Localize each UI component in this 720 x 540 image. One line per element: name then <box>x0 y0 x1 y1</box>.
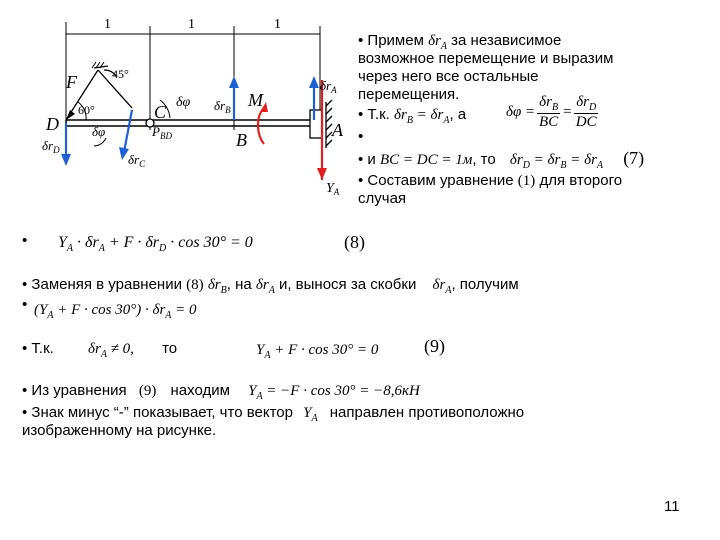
right-line-4: перемещения. <box>358 86 460 103</box>
force-f-arrowhead <box>66 110 75 120</box>
angle-60-label: 60° <box>78 103 95 117</box>
equation-9-number: (9) <box>424 336 445 356</box>
bottom-line-7: изображенному на рисунке. <box>22 422 217 439</box>
label-ya: $Y_A$ <box>326 181 340 197</box>
label-drd: $\delta r_D$ <box>42 138 60 155</box>
math-dra: $\delta r_A$ <box>428 33 447 52</box>
drd-arrowhead <box>61 154 71 166</box>
mechanism-diagram <box>20 10 350 220</box>
label-b: B <box>236 130 247 150</box>
right-line-6: • <box>358 128 364 145</box>
bottom-line-6: • Знак минус “-” показывает, что вектор $Y_A$ направлен противоположно <box>22 404 525 424</box>
page-number: 11 <box>664 498 680 515</box>
right-line-9: случая <box>358 190 407 207</box>
label-drb: $\delta r_B$ <box>214 98 231 115</box>
angle-45-label: 45° <box>112 67 129 81</box>
dimension-label-2: 1 <box>188 17 195 32</box>
dimension-label-1: 1 <box>104 17 111 32</box>
dphi-arc-2 <box>94 138 106 146</box>
label-c: C <box>154 102 167 122</box>
equation-8: $Y_A \cdot \delta r_A + F \cdot \delta r_D \cdot \cos 30^\circ = 0$ <box>58 234 253 255</box>
label-dphi-2: δφ <box>92 124 106 139</box>
bullet-3: • <box>22 296 28 313</box>
math-drd-eq: $\delta r_D = \delta r_B = \delta r_A$ <box>509 152 604 171</box>
math-drb-eq-dra: $\delta r_B = \delta r_A$ <box>394 107 450 126</box>
label-pbd: $P_{BD}$ <box>152 124 172 141</box>
reaction-ya-arrowhead <box>317 168 327 180</box>
equation-8-number: (8) <box>344 232 365 252</box>
dphi-fraction-eq: δφ = $\delta r_B$ BC = $\delta r_D$ DC <box>506 94 597 130</box>
label-dphi-1: δφ <box>176 95 191 110</box>
dimension-label-3: 1 <box>274 17 281 32</box>
right-line-5: • Т.к. $\delta r_B = \delta r_A$, а <box>358 106 467 126</box>
right-line-8: • Составим уравнение (1) для второго <box>358 172 623 189</box>
math-bc-dc: BC = DC = 1м <box>379 152 473 168</box>
right-line-1: • Примем $\delta r_A$ за независимое <box>358 32 562 52</box>
right-line-2: возможное перемещение и выразим <box>358 50 614 67</box>
bottom-line-4: • Т.к. $\delta r_A \ne 0$, то <box>22 340 178 360</box>
dra-arrowhead <box>309 76 319 88</box>
right-line-7: • и BC = DC = 1м, то $\delta r_D = \delta r_B = \delta r_A$ (7) <box>358 148 645 171</box>
drc-arrow-line <box>124 110 132 152</box>
bottom-line-5: • Из уравнения (9) находим $Y_A = -F \cdot \cos 30^\circ = -8,6кН$ <box>22 382 420 402</box>
drb-arrowhead <box>229 76 239 88</box>
equation-9: $Y_A + F \cdot \cos 30^\circ = 0$ <box>256 342 379 361</box>
bullet-1: • <box>22 232 28 249</box>
label-m: M <box>248 90 263 110</box>
bottom-line-2: • Заменяя в уравнении (8) $\delta r_B$, на $\delta r_A$ и, вынося за скобки $\delta r_A$, получим <box>22 276 519 296</box>
label-f: F <box>66 72 77 92</box>
label-drc: $\delta r_C$ <box>128 152 146 169</box>
label-dra: $\delta r_A$ <box>320 78 337 95</box>
right-line-3: через него все остальные <box>358 68 539 85</box>
eq-7-number: (7) <box>623 148 645 168</box>
eq-1-ref: (1) <box>517 173 536 189</box>
label-a: A <box>332 120 343 140</box>
label-d: D <box>46 114 59 134</box>
equation-paren: $(Y_A + F \cdot \cos 30^\circ) \cdot \delta r_A = 0$ <box>34 302 197 321</box>
